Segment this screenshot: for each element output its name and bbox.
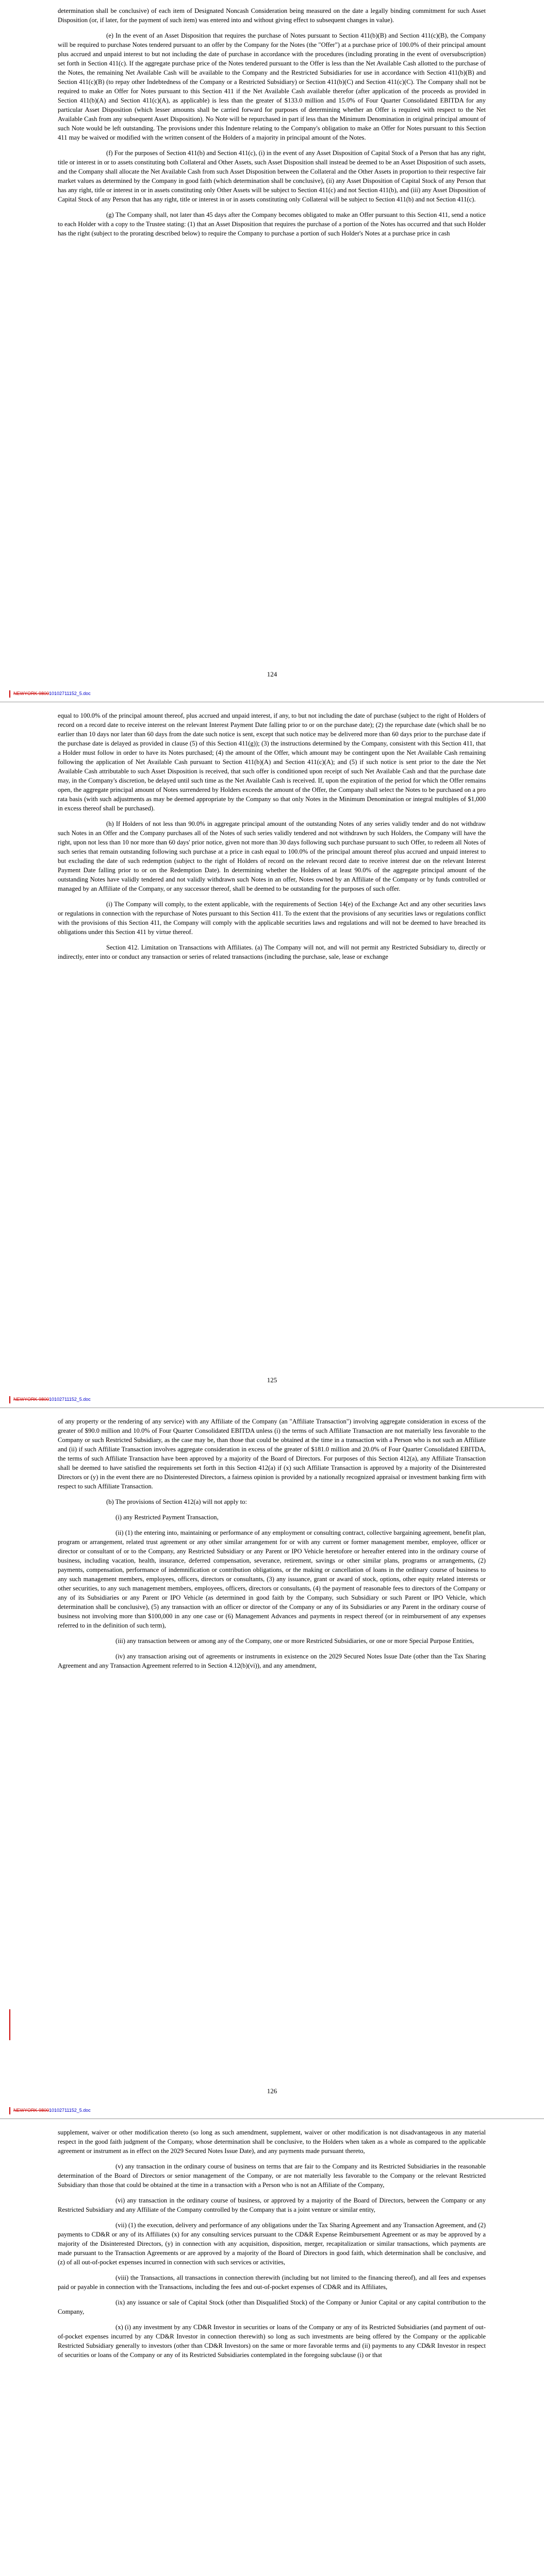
paragraph: of any property or the rendering of any service) with any Affiliate of the Company (an "Affiliate Transaction") involving aggregate consideration in excess of the greater of $90.0 million and 10.0% of Four Quarter Consolidated EBITDA unless (i) the terms of such Affiliate Transaction are not materially less favorable to the Company or such Restricted Subsidiary, as the case may be, than those that could be obtained at the time in a transaction with a Person who is not such an Affiliate and (ii) if such Affiliate Transaction involves aggregate consideration in excess of the greater of $181.0 million and 20.0% of Four Quarter Consolidated EBITDA, the terms of such Affiliate Transaction have been approved by a majority of the Board of Directors. For purposes of this Section 412(a), any Affiliate Transaction shall be deemed to have satisfied the requirements set forth in this Section 412(a) if (x) such Affiliate Transaction is approved by a majority of the Disinterested Directors or (y) in the event there are no Disinterested Directors, a fairness opinion is provided by a nationally recognized appraisal or investment banking firm with respect to such Affiliate Transaction. [58, 1418, 486, 1490]
paragraph: (vii) (1) the execution, delivery and performance of any obligations under the Tax Sharing Agreement and any Transaction Agreement, and (2) payments to CD&R or any of its Affiliates (x) for any consulting services pursuant to the CD&R Expense Reimbursement Agreement or as may be approved by a majority of the Disinterested Directors, (y) in connection with any acquisition, disposition, merger, recapitalization or similar transactions, which payments are made pursuant to the Transaction Agreements or are approved by a majority of the Board of Directors in good faith, which determination shall be conclusive, and (z) of all out-of-pocket expenses incurred in connection with such services or activities, [58, 2222, 486, 2266]
footer-new-id: 10102711152_5.doc [49, 691, 91, 696]
change-bar [9, 2009, 10, 2040]
paragraph: equal to 100.0% of the principal amount thereof, plus accrued and unpaid interest, if any, to but not including the date of purchase (subject to the right of Holders of record on a record date to receive interest on the relevant Interest Payment Date falling prior to or on the purchase date); (2) the repurchase date (which shall be no earlier than 10 days nor later than 60 days from the date such notice is sent, except that such notice may be delivered more than 60 days prior to the purchase date if the purchase date is delayed as provided in clause (5) of this Section 411(g)); (3) the instructions determined by the Company, consistent with this Section 411, that a Holder must follow in order to have its Notes purchased; (4) the amount of the Offer, which amount may be contingent upon the Net Available Cash remaining following the application of Net Available Cash pursuant to Section 411(b)(A) and Section 411(c)(A); and (5) if such notice is sent prior to the date the Net Available Cash attributable to such Asset Disposition is received, that such offer is conditioned upon receipt of such Net Available Cash and that the purchase date may, in the Company's discretion, be delayed until such time as the Net Available Cash is received. If, upon the expiration of the period for which the Offer remains open, the aggregate principal amount of Notes surrendered by Holders exceeds the amount of the Offer, the Company shall select the Notes to be purchased on a pro rata basis (with such adjustments as may be deemed appropriate by the Company so that only Notes in the Minimum Denomination or integral multiples of $1,000 in excess thereof shall be purchased). [58, 712, 486, 812]
paragraph: (g) The Company shall, not later than 45 days after the Company becomes obligated to make an Offer pursuant to this Section 411, send a notice to each Holder with a copy to the Trustee stating: (1) that an Asset Disposition that requires the purchase of a portion of the Notes has occurred and that such Holder has the right (subject to the prorating described below) to require the Company to purchase a portion of such Holder's Notes at a purchase price in cash [58, 211, 486, 237]
paragraph: (ii) (1) the entering into, maintaining or performance of any employment or consulting contract, collective bargaining agreement, benefit plan, program or arrangement, related trust agreement or any other similar arrangement for or with any current or former management member, employee, officer or director or consultant of or to the Company, any Restricted Subsidiary or any Parent or IPO Vehicle heretofore or hereafter entered into in the ordinary course of business, including vacation, health, insurance, deferred compensation, severance, retirement, savings or other similar plans, programs or arrangements, (2) payments, compensation, performance of indemnification or contribution obligations, or the making or cancellation of loans in the ordinary course of business to any such management members, employees, officers, directors or consultants, (3) any issuance, grant or award of stock, options, other equity related interests or other securities, to any such management members, employees, officers, directors or consultants, (4) the payment of reasonable fees to directors of the Company or any of its Subsidiaries or any Parent or IPO Vehicle (as determined in good faith by the Company, such Subsidiary or such Parent or IPO Vehicle, which determination shall be conclusive), (5) any transaction with an officer or director of the Company or any of its Subsidiaries or any Parent in the ordinary course of business not involving more than $100,000 in any one case or (6) Management Advances and payments in respect thereof (or in reimbursement of any expenses referred to in the definition of such term), [58, 1529, 486, 1629]
page-number: 125 [267, 1376, 277, 1384]
footer-old-id: NEWYORK 9800 [13, 1397, 50, 1402]
page-125-body [58, 711, 486, 968]
paragraph: (viii) the Transactions, all transactions in connection therewith (including but not limited to the financing thereof), and all fees and expenses paid or payable in connection with the Transactions, including the fees and out-of-pocket expenses of CD&R and its Affiliates, [58, 2274, 486, 2291]
page-number: 124 [267, 670, 277, 678]
footer-old-id: NEWYORK 9800 [13, 2108, 50, 2113]
paragraph: (i) The Company will comply, to the extent applicable, with the requirements of Section 14(e) of the Exchange Act and any other securities laws or regulations in connection with the repurchase of Notes pursuant to this Section 411. To the extent that the provisions of any securities laws or regulations conflict with the provisions of this Section 411, the Company will comply with the applicable securities laws and regulations and will not be deemed to have breached its obligations under this Section 411 by virtue thereof. [58, 901, 486, 936]
paragraph: (f) For the purposes of Section 411(b) and Section 411(c), (i) in the event of any Asset Disposition of Capital Stock of a Person that has any right, title or interest in or to assets constituting both Collateral and Other Assets, such Asset Disposition shall instead be deemed to be an Asset Disposition of such assets, and the Company shall allocate the Net Available Cash from such Asset Disposition between the Collateral and the Other Assets in proportion to their respective fair market values as determined by the Company in good faith (which determination shall be conclusive), (ii) any Asset Disposition of Capital Stock of any Person that has any right, title or interest in or in assets constituting only Other Assets will be subject to Section 411(c) and not Section 411(b), and (iii) any Asset Disposition of Capital Stock of any Person that has any right, title or interest in or in assets constituting only Collateral will be subject to Section 411(b) and not Section 411(c). [58, 149, 486, 203]
paragraph: (iii) any transaction between or among any of the Company, one or more Restricted Subsidiaries, or one or more Special Purpose Entities, [116, 1637, 474, 1645]
page-footer [13, 690, 91, 697]
paragraph: determination shall be conclusive) of each item of Designated Noncash Consideration being measured on the date a legally binding commitment for such Asset Disposition (or, if later, for the payment of such item) was entered into and without giving effect to subsequent changes in value). [58, 7, 486, 24]
page-127-body [58, 2128, 486, 2366]
paragraph: (ix) any issuance or sale of Capital Stock (other than Disqualified Stock) of the Company or Junior Capital or any capital contribution to the Company, [58, 2299, 486, 2315]
paragraph: (e) In the event of an Asset Disposition that requires the purchase of Notes pursuant to Section 411(b)(B) and Section 411(c)(B), the Company will be required to purchase Notes tendered pursuant to an offer by the Company for the Notes (the "Offer") at a purchase price of 100.0% of their principal amount plus accrued and unpaid interest to but not including the date of purchase in accordance with the procedures (including prorating in the event of oversubscription) set forth in Section 411(c). If the aggregate purchase price of the Notes tendered pursuant to the Offer is less than the Net Available Cash allotted to the purchase of the Notes, the remaining Net Available Cash will be available to the Company and the Restricted Subsidiaries for use in accordance with Section 411(b)(B) and Section 411(c)(B) (to repay other Indebtedness of the Company or a Restricted Subsidiary) or Section 411(b)(C) and Section 411(c)(C). The Company shall not be required to make an Offer for Notes pursuant to this Section 411 if the Net Available Cash available therefor (after application of the proceeds as provided in Section 411(b)(A) and Section 411(c)(A), as applicable) is less than the greater of $133.0 million and 15.0% of Four Quarter Consolidated EBITDA for any particular Asset Disposition (which lesser amounts shall be carried forward for purposes of determining whether an Offer is required with respect to the Net Available Cash from any subsequent Asset Disposition). No Note will be repurchased in part if less than the Minimum Denomination in original principal amount of such Note would be left outstanding. The provisions under this Indenture relating to the Company's obligation to make an Offer for Notes pursuant to this Section 411 may be waived or modified with the written consent of the Holders of a majority in principal amount of the Notes. [58, 32, 486, 141]
page-footer [13, 1396, 91, 1403]
paragraph: (x) (i) any investment by any CD&R Investor in securities or loans of the Company or any of its Restricted Subsidiaries (and payment of out-of-pocket expenses incurred by any CD&R Investor in connection therewith) so long as such investments are being offered by the Company or the applicable Restricted Subsidiary generally to investors (other than CD&R Investors) on the same or more favorable terms and (ii) payments to any CD&R Investor in respect of securities or loans of the Company or any of its Restricted Subsidiaries contemplated in the foregoing subclause (i) or that [58, 2324, 486, 2359]
page-124-body [58, 6, 486, 244]
change-bar [9, 1396, 10, 1403]
page-footer [13, 2107, 91, 2114]
footer-new-id: 10102711152_5.doc [49, 1397, 91, 1402]
paragraph: (b) The provisions of Section 412(a) will not apply to: [106, 1498, 247, 1505]
paragraph: supplement, waiver or other modification thereto (so long as such amendment, supplement, waiver or other modification is not disadvantageous in any material respect in the good faith judgment of the Company, whose determination shall be conclusive, to the Holders when taken as a whole as compared to the applicable agreement or instrument as in effect on the 2029 Secured Notes Issue Date), and any payments made pursuant thereto, [58, 2129, 486, 2155]
paragraph: (h) If Holders of not less than 90.0% in aggregate principal amount of the outstanding Notes of any series validly tender and do not withdraw such Notes in an Offer and the Company purchases all of the Notes of such series validly tendered and not withdrawn by such Holders, the Company will have the right, upon not less than 10 nor more than 60 days' prior notice, given not more than 30 days following such purchase pursuant to such Offer, to redeem all Notes of such series that remain outstanding following such purchase at a price in cash equal to 100.0% of the principal amount thereof plus accrued and unpaid interest to but excluding the date of such redemption (subject to the right of Holders of record on the relevant record date to receive interest due on the relevant Interest Payment Date falling prior to or on the Redemption Date). In determining whether the Holders of at least 90.0% of the aggregate principal amount of the outstanding Notes have validly tendered and not validly withdrawn such Notes in an offer, Notes owned by an Affiliate of the Company or by funds controlled or managed by an Affiliate of the Company, or any successor thereof, shall be deemed to be outstanding for the purposes of such offer. [58, 820, 486, 892]
change-bar [9, 690, 10, 698]
footer-old-id: NEWYORK 9800 [13, 691, 50, 696]
paragraph: Section 412. Limitation on Transactions with Affiliates. (a) The Company will not, and will not permit any Restricted Subsidiary to, directly or indirectly, enter into or conduct any transaction or series of related transactions (including the purchase, sale, lease or exchange [58, 944, 486, 960]
change-bar [9, 2107, 10, 2114]
paragraph: (v) any transaction in the ordinary course of business on terms that are fair to the Company and its Restricted Subsidiaries in the reasonable determination of the Board of Directors or senior management of the Company, or are not materially less favorable to the Company or the relevant Restricted Subsidiary than those that could be obtained at the time in a transaction with a Person who is not an Affiliate of the Company, [58, 2163, 486, 2189]
paragraph: (vi) any transaction in the ordinary course of business, or approved by a majority of the Board of Directors, between the Company or any Restricted Subsidiary and any Affiliate of the Company controlled by the Company that is a joint venture or similar entity, [58, 2197, 486, 2213]
page-126-body [58, 1417, 486, 1676]
page-number: 126 [267, 2087, 277, 2095]
footer-new-id: 10102711152_5.doc [49, 2108, 91, 2113]
paragraph: (i) any Restricted Payment Transaction, [116, 1514, 219, 1521]
paragraph: (iv) any transaction arising out of agreements or instruments in existence on the 2029 Secured Notes Issue Date (other than the Tax Sharing Agreement and any Transaction Agreement referred to in Section 4.12(b)(vi)), and any amendment, [58, 1653, 486, 1669]
